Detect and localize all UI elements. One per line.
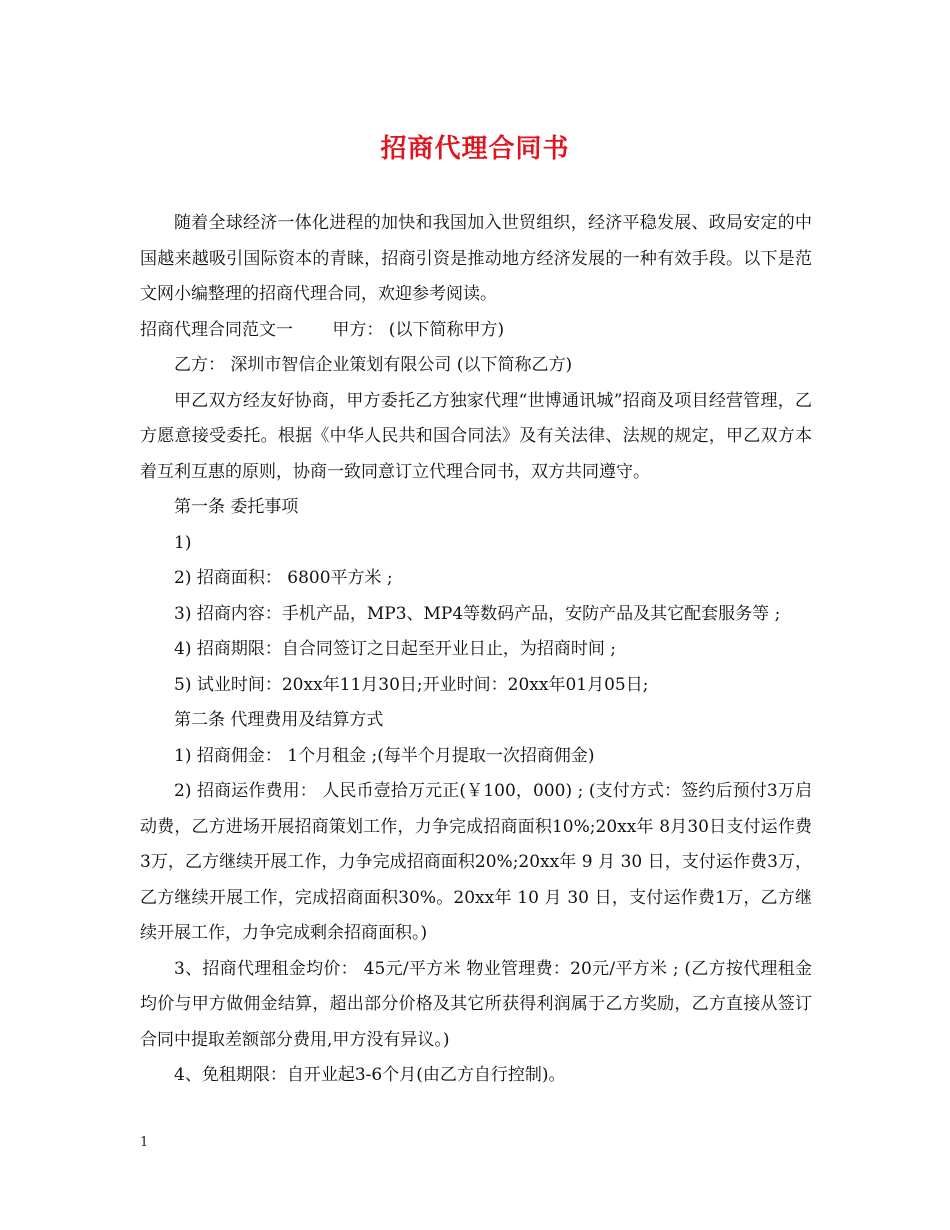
article-2-item-4: 4、免租期限：自开业起3-6个月(由乙方自行控制)。 (174, 1065, 566, 1085)
article-1-item-5: 5) 试业时间：20xx年11月30日;开业时间：20xx年01月05日; (174, 674, 649, 695)
article-1-heading: 第一条 委托事项 (174, 497, 299, 517)
paragraph-intro: 随着全球经济一体化进程的加快和我国加入世贸组织，经济平稳发展、政局安定的中国越来越吸引国际资本的青睐，招商引资是推动地方经济发展的一种有效手段。以下是范文网小编整理的招商代理合同，欢迎参考阅读。 (140, 213, 812, 304)
page-number: 1 (140, 1135, 149, 1150)
article-2-item-1: 1) 招商佣金： 1个月租金 ;(每半个月提取一次招商佣金) (174, 745, 595, 766)
article-2-heading: 第二条 代理费用及结算方式 (174, 710, 384, 730)
document-title: 招商代理合同书 (380, 134, 570, 164)
article-1-item-2: 2) 招商面积： 6800平方米 ; (174, 568, 393, 588)
paragraph-party-a: 招商代理合同范文一 甲方： (以下简称甲方) (140, 319, 505, 340)
paragraph-agreement: 甲乙双方经友好协商，甲方委托乙方独家代理“世博通讯城”招商及项目经营管理，乙方愿意接受委托。根据《中华人民共和国合同法》及有关法律、法规的规定，甲乙双方本着互利互惠的原则，协商一致同意订立代理合同书，双方共同遵守。 (140, 390, 812, 482)
article-2-item-2: 2) 招商运作费用： 人民币壹拾万元正(￥100，000) ; (支付方式：签约后预付3万启动费，乙方进场开展招商策划工作，力争完成招商面积10%;20xx年 8月30日支付运作费3万，乙方继续开展工作，力争完成招商面积20%;20xx年 9 月 30 日，支付运作费3万，乙方继续开展工作，完成招商面积30%。20xx年 10 月 30 日，支付运作费1万，乙方继续开展工作，力争完成剩余招商面积。) (140, 781, 812, 943)
document-body (140, 206, 812, 1094)
article-1-item-1: 1) (174, 532, 192, 553)
paragraph-party-b: 乙方： 深圳市智信企业策划有限公司 (以下简称乙方) (174, 355, 573, 375)
article-1-item-3: 3) 招商内容：手机产品，MP3、MP4等数码产品，安防产品及其它配套服务等 ; (174, 603, 781, 624)
article-2-item-3: 3、招商代理租金均价： 45元/平方米 物业管理费：20元/平方米 ; (乙方按代理租金均价与甲方做佣金结算，超出部分价格及其它所获得利润属于乙方奖励，乙方直接从签订合同中提取差额部分费用,甲方没有异议。) (140, 958, 812, 1050)
article-1-item-4: 4) 招商期限：自合同签订之日起至开业日止，为招商时间 ; (174, 639, 616, 659)
